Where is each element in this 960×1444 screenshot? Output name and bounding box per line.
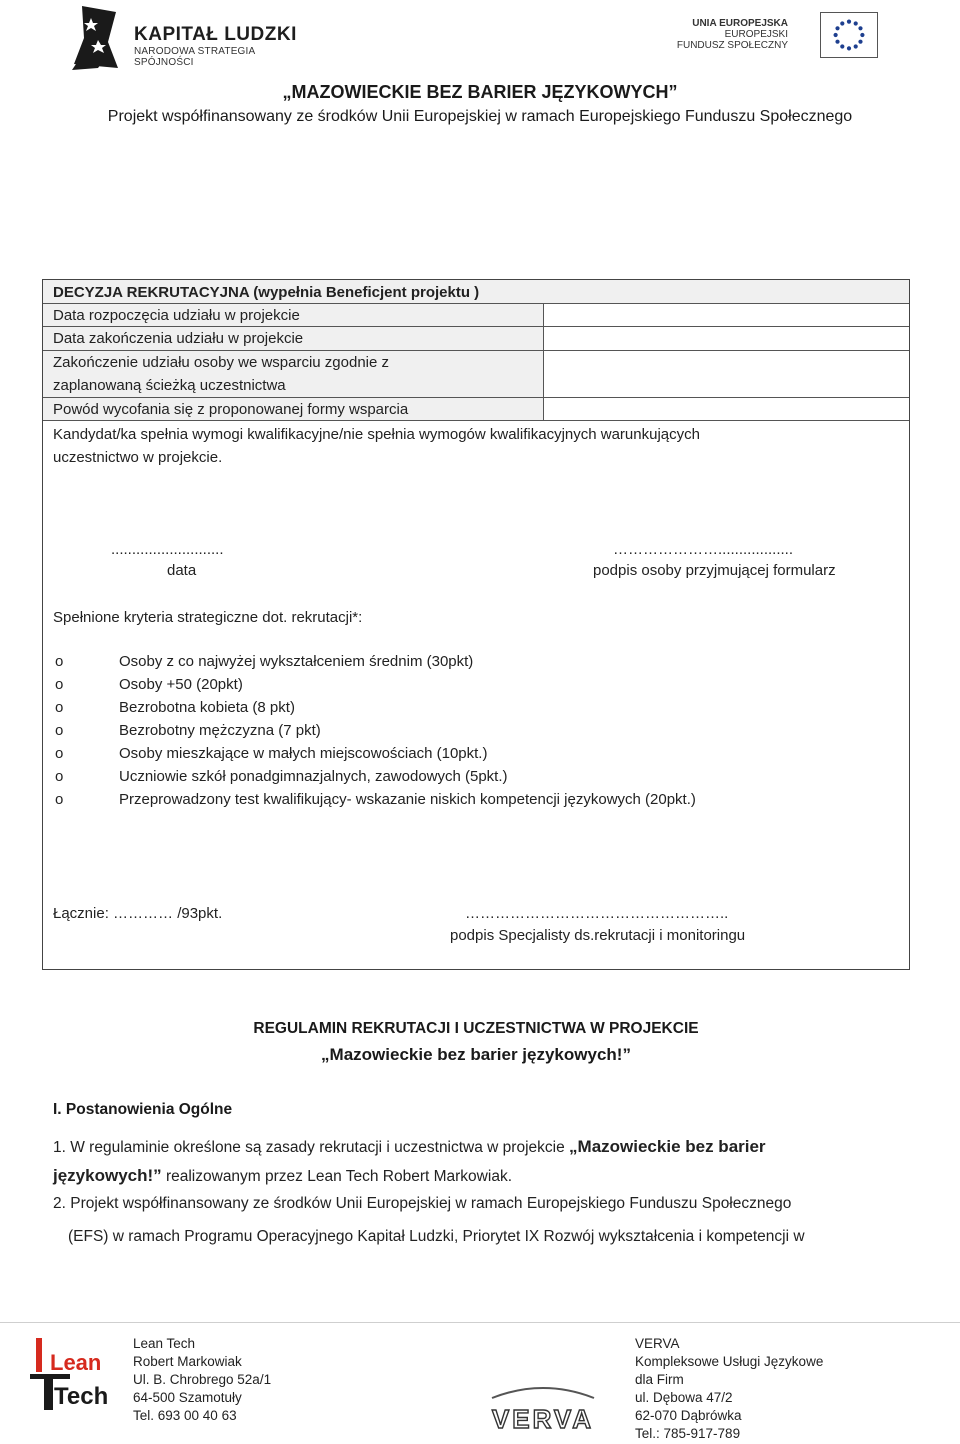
candidate-statement-line1: Kandydat/ka spełnia wymogi kwalifikacyjne/nie spełnia wymogów kwalifikacyjnych warunkujących [53, 426, 700, 443]
eu-logo-text [677, 18, 788, 51]
paragraph-2: 2. Projekt współfinansowany ze środków Unii Europejskiej w ramach Europejskiego Funduszu Społecznego [53, 1195, 792, 1212]
footer-verva-city: 62-070 Dąbrówka [635, 1408, 742, 1423]
total-points: Łącznie: ………… /93pkt. [53, 905, 223, 922]
paragraph-1-line2 [53, 1161, 512, 1191]
section-heading: I. Postanowienia Ogólne [53, 1101, 233, 1118]
date-label: data [167, 562, 197, 579]
criteria-item-label: Bezrobotny mężczyzna (7 pkt) [119, 722, 321, 739]
footer-company-name: Lean Tech [133, 1336, 196, 1351]
eu-logo-line3: FUNDUSZ SPOŁECZNY [676, 40, 788, 51]
eu-logo-line1: UNIA EUROPEJSKA [692, 18, 788, 29]
criteria-item[interactable] [53, 719, 893, 742]
document-title: „MAZOWIECKIE BEZ BARIER JĘZYKOWYCH” [282, 82, 678, 102]
withdrawal-reason-label: Powód wycofania się z proponowanej formy wsparcia [53, 401, 409, 418]
lean-tech-logo-line2: Tech [54, 1383, 109, 1410]
signature-label: podpis osoby przyjmującej formularz [593, 562, 836, 579]
signature-dots: ………………….................. [613, 541, 794, 558]
checkbox-circle-icon[interactable]: o [55, 768, 64, 785]
specialist-signature-label: podpis Specjalisty ds.rekrutacji i monitoringu [450, 927, 746, 944]
checkbox-circle-icon[interactable]: o [55, 653, 64, 670]
criteria-item-label: Osoby mieszkające w małych miejscowościach (10pkt.) [119, 745, 488, 762]
checkbox-circle-icon[interactable]: o [55, 722, 64, 739]
start-date-field[interactable] [543, 304, 909, 326]
criteria-item-label: Bezrobotna kobieta (8 pkt) [119, 699, 295, 716]
criteria-item[interactable] [53, 673, 893, 696]
paragraph-1-start: 1. W regulaminie określone są zasady rekrutacji i uczestnictwa w projekcie [53, 1139, 570, 1156]
candidate-statement [53, 423, 873, 469]
eu-logo-line2: EUROPEJSKI [724, 29, 788, 40]
specialist-signature-dots: …………………………………………….. [465, 905, 729, 922]
criteria-item[interactable] [53, 742, 893, 765]
document-subtitle: Projekt współfinansowany ze środków Unii Europejskiej w ramach Europejskiego Funduszu Społecznego [107, 108, 853, 125]
checkbox-circle-icon[interactable]: o [55, 676, 64, 693]
checkbox-circle-icon[interactable]: o [55, 745, 64, 762]
footer-divider [0, 1322, 960, 1323]
kapital-ludzki-emblem-icon [68, 2, 126, 72]
kapital-ludzki-logo [68, 2, 308, 72]
project-name-bold-2: językowych!” [53, 1166, 162, 1185]
footer-owner-name: Robert Markowiak [133, 1354, 242, 1369]
criteria-item-label: Osoby +50 (20pkt) [119, 676, 243, 693]
completion-field[interactable] [543, 351, 909, 397]
paragraph-1-line1 [53, 1132, 766, 1162]
footer-lean-tech-address [133, 1335, 271, 1425]
lean-tech-logo [30, 1338, 112, 1410]
footer-verva-tagline-2: dla Firm [635, 1372, 684, 1387]
paragraph-1-end: realizowanym przez Lean Tech Robert Markowiak. [161, 1168, 512, 1185]
completion-label-line2: zaplanowaną ścieżką uczestnictwa [53, 377, 286, 394]
paragraph-3: (EFS) w ramach Programu Operacyjnego Kapitał Ludzki, Priorytet IX Rozwój wykształcenia i kompetencji w [68, 1228, 805, 1245]
checkbox-circle-icon[interactable]: o [55, 699, 64, 716]
criteria-item[interactable] [53, 788, 893, 811]
project-name-bold: „Mazowieckie bez barier [569, 1137, 766, 1156]
end-date-row [43, 327, 909, 351]
regulations-title: REGULAMIN REKRUTACJI I UCZESTNICTWA W PROJEKCIE [253, 1020, 699, 1037]
footer-city: 64-500 Szamotuły [133, 1390, 242, 1405]
decision-heading-row [43, 280, 909, 304]
decision-box [42, 279, 910, 970]
start-date-label: Data rozpoczęcia udziału w projekcie [53, 307, 300, 324]
footer-verva-name: VERVA [635, 1336, 680, 1351]
date-dots: ........................... [111, 541, 224, 558]
criteria-item-label: Przeprowadzony test kwalifikujący- wskazanie niskich kompetencji językowych (20pkt.) [119, 791, 696, 808]
criteria-item[interactable] [53, 650, 893, 673]
criteria-heading: Spełnione kryteria strategiczne dot. rekrutacji*: [53, 609, 363, 626]
verva-logo [472, 1384, 614, 1432]
criteria-item[interactable] [53, 696, 893, 719]
end-date-field[interactable] [543, 327, 909, 350]
checkbox-circle-icon[interactable]: o [55, 791, 64, 808]
regulations-subtitle: „Mazowieckie bez barier językowych!” [321, 1045, 631, 1064]
kl-logo-title: KAPITAŁ LUDZKI [134, 24, 297, 45]
completion-label: Zakończenie udziału osoby we wsparciu zgodnie z [53, 354, 390, 371]
eu-logo [676, 12, 880, 62]
withdrawal-reason-row [43, 398, 909, 421]
criteria-item-label: Osoby z co najwyżej wykształceniem średnim (30pkt) [119, 653, 474, 670]
eu-flag-icon [820, 12, 878, 58]
footer-verva-tagline: Kompleksowe Usługi Językowe [635, 1354, 824, 1369]
kl-logo-subtitle: NARODOWA STRATEGIA SPÓJNOŚCI [134, 46, 255, 68]
withdrawal-reason-field[interactable] [543, 398, 909, 420]
criteria-list [53, 650, 893, 811]
end-date-label: Data zakończenia udziału w projekcie [53, 330, 304, 347]
candidate-statement-line2: uczestnictwo w projekcie. [53, 449, 223, 466]
lean-tech-logo-line1: Lean [50, 1350, 102, 1375]
criteria-item[interactable] [53, 765, 893, 788]
start-date-row [43, 304, 909, 327]
footer-verva-phone: Tel.: 785-917-789 [635, 1426, 741, 1441]
footer-street: Ul. B. Chrobrego 52a/1 [133, 1372, 272, 1387]
decision-heading: DECYZJA REKRUTACYJNA (wypełnia Beneficjent projektu ) [53, 284, 480, 301]
footer-verva-address [635, 1335, 823, 1443]
completion-row [43, 351, 909, 398]
footer-verva-street: ul. Dębowa 47/2 [635, 1390, 733, 1405]
criteria-item-label: Uczniowie szkół ponadgimnazjalnych, zawodowych (5pkt.) [119, 768, 508, 785]
footer-phone: Tel. 693 00 40 63 [133, 1408, 237, 1423]
verva-logo-text: VERVA [491, 1404, 595, 1432]
